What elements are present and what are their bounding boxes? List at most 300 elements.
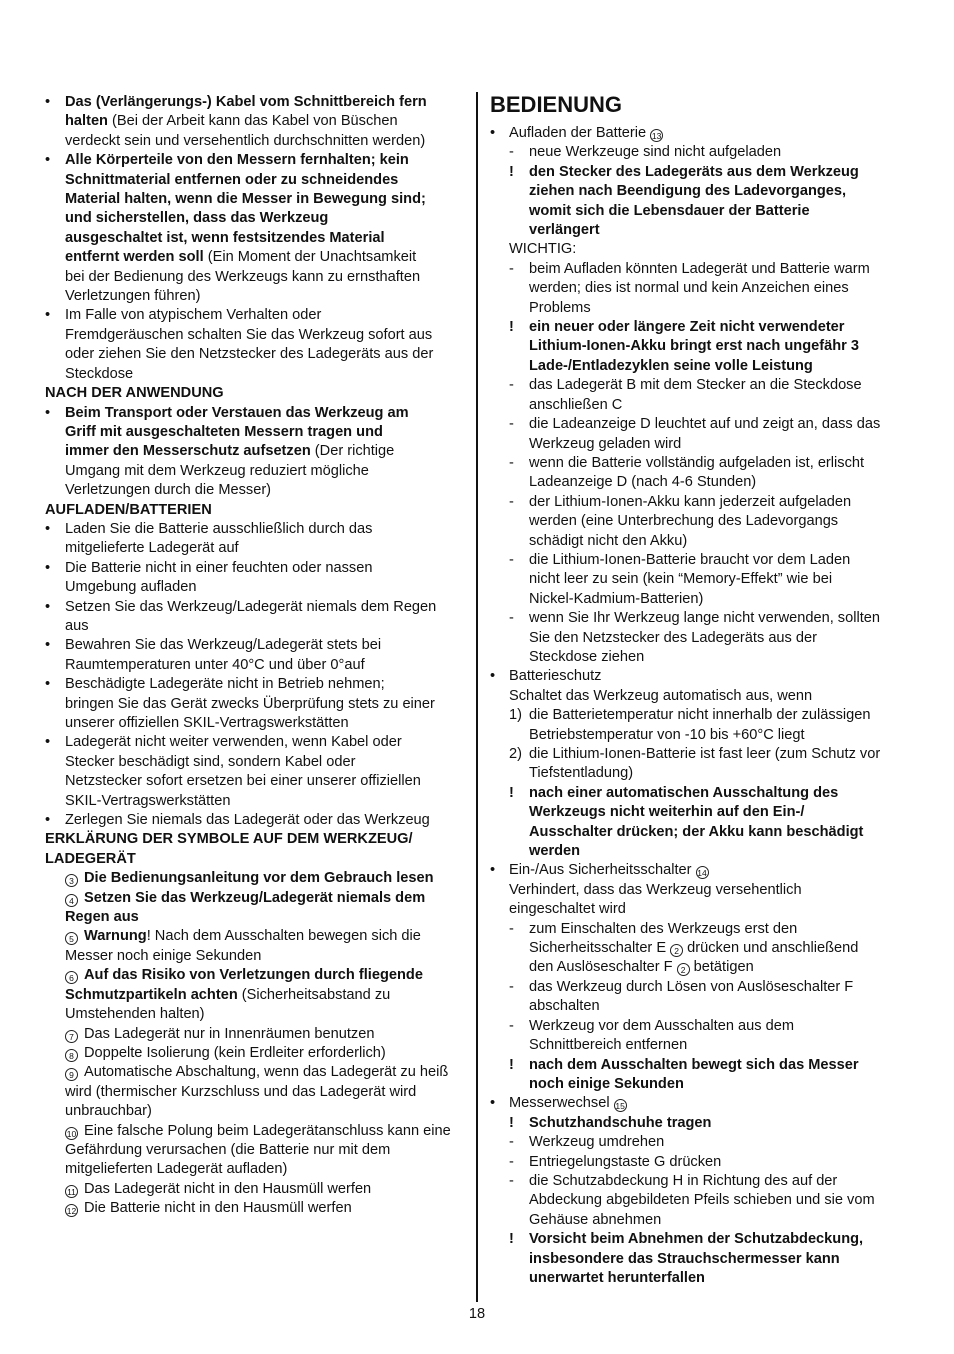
text-run: Die Batterie nicht in einer feuchten oder nassen xyxy=(65,559,373,576)
list-marker: - xyxy=(509,1153,514,1170)
text-line xyxy=(45,733,467,752)
text-run: Messer noch einige Sekunden xyxy=(65,947,262,964)
section-heading xyxy=(45,850,467,869)
text-line xyxy=(45,753,467,772)
text-line xyxy=(45,365,467,384)
text-line xyxy=(45,248,467,267)
bullet-marker: • xyxy=(45,520,51,537)
bullet-marker: • xyxy=(45,94,51,110)
text-line xyxy=(490,221,912,240)
text-line xyxy=(490,1036,912,1055)
text-run: Ausschalter drücken; der Akku kann beschädigt xyxy=(529,823,864,840)
bullet-marker: • xyxy=(45,559,51,576)
text-run: Fremdgeräuschen schalten Sie das Werkzeug sofort aus xyxy=(65,326,433,343)
text-run: unerwartet herunterfallen xyxy=(529,1269,705,1286)
bullet-marker: • xyxy=(45,598,51,615)
text-run: nach dem Ausschalten bewegt sich das Messer xyxy=(529,1056,859,1073)
text-run: Griff mit ausgeschalteten Messern tragen und xyxy=(65,423,383,440)
text-line xyxy=(490,667,912,686)
text-line xyxy=(45,345,467,364)
bullet-marker: • xyxy=(45,734,51,751)
text-line xyxy=(490,1269,912,1288)
text-line xyxy=(45,636,467,655)
text-line xyxy=(490,532,912,551)
text-line xyxy=(490,764,912,783)
text-run: Tiefstentladung) xyxy=(529,765,634,782)
text-line xyxy=(490,1230,912,1249)
circled-number-icon: 10 xyxy=(66,1128,77,1139)
section-heading xyxy=(45,830,467,849)
text-line xyxy=(45,93,467,112)
text-run: Beschädigte Ladegeräte nicht in Betrieb nehmen; xyxy=(65,676,385,693)
left-column xyxy=(45,93,467,1219)
text-run: Bewahren Sie das Werkzeug/Ladegerät stets bei xyxy=(65,637,382,654)
text-line xyxy=(45,792,467,811)
text-run: Batterieschutz xyxy=(509,668,602,685)
text-run: bringen Sie das Gerät zwecks Überprüfung stets zu einer xyxy=(65,695,435,712)
list-marker: - xyxy=(509,920,514,937)
text-run: Das (Verlängerungs-) Kabel vom Schnittbereich fern xyxy=(65,94,427,110)
text-run: Setzen Sie das Werkzeug/Ladegerät niemals dem Regen xyxy=(65,598,437,615)
text-line xyxy=(490,1017,912,1036)
text-run: halten xyxy=(65,113,108,130)
text-line xyxy=(490,648,912,667)
list-marker: - xyxy=(509,551,514,568)
text-line xyxy=(45,656,467,675)
text-run: werden; dies ist normal und kein Anzeichen eines xyxy=(529,280,849,297)
text-line xyxy=(490,1094,912,1113)
text-run: eingeschaltet wird xyxy=(509,901,626,918)
bullet-marker: • xyxy=(45,637,51,654)
text-run: Problems xyxy=(529,299,591,316)
text-line xyxy=(45,1083,467,1102)
circled-number-icon: 3 xyxy=(65,874,78,887)
warning-marker: ! xyxy=(509,319,514,336)
text-run: Schaltet das Werkzeug automatisch aus, wenn xyxy=(509,687,813,704)
text-run: womit sich die Lebensdauer der Batterie xyxy=(529,202,810,219)
text-run: LADEGERÄT xyxy=(45,850,136,867)
text-run: Ladegerät nicht weiter verwenden, wenn Kabel oder xyxy=(65,734,402,751)
text-run: unbrauchbar) xyxy=(65,1103,152,1120)
list-marker: - xyxy=(509,144,514,161)
circled-number-icon: 11 xyxy=(65,1185,78,1198)
text-run: Verletzungen durch die Messer) xyxy=(65,482,272,499)
bullet-marker: • xyxy=(490,125,496,141)
text-line xyxy=(490,143,912,162)
text-run: Sie den Netzstecker des Ladegeräts aus der xyxy=(529,629,817,646)
text-line xyxy=(45,268,467,287)
column-divider xyxy=(476,92,478,1302)
text-line xyxy=(490,609,912,628)
text-run: ausgeschaltet ist, wenn festsitzendes Material xyxy=(65,229,385,246)
list-marker: 2) xyxy=(509,746,522,762)
text-run: Raumtemperaturen unter 40°C und über 0°auf xyxy=(65,656,365,673)
list-marker: - xyxy=(509,416,514,433)
text-run: wird (thermischer Kurzschluss und das Ladegerät wird xyxy=(65,1083,417,1100)
list-marker: 1) xyxy=(509,707,522,724)
text-line xyxy=(490,454,912,473)
circled-number-icon: 2 xyxy=(670,944,683,957)
text-run: Material halten, wenn die Messer in Bewegung sind; xyxy=(65,191,426,208)
bullet-marker: • xyxy=(45,307,51,324)
text-line xyxy=(45,986,467,1005)
text-run: Gehäuse abnehmen xyxy=(529,1211,662,1228)
text-run: Gefährdung verursachen (die Batterie nur mit dem xyxy=(65,1141,391,1158)
text-line xyxy=(45,695,467,714)
text-run: Steckdose xyxy=(65,365,134,382)
text-line xyxy=(490,260,912,279)
text-line xyxy=(490,920,912,939)
text-line xyxy=(490,726,912,745)
text-run: Werkzeug geladen wird xyxy=(529,435,682,452)
text-run: Vorsicht beim Abnehmen der Schutzabdeckung, xyxy=(529,1231,864,1248)
text-line xyxy=(490,1211,912,1230)
text-line xyxy=(45,1044,467,1063)
text-run: ein neuer oder längere Zeit nicht verwendeter xyxy=(529,319,845,336)
text-run: SKIL-Vertragswerkstätten xyxy=(65,792,231,809)
text-line xyxy=(45,132,467,151)
text-line xyxy=(45,209,467,228)
right-column-body xyxy=(490,124,912,1288)
text-run: nach einer automatischen Ausschaltung des xyxy=(529,784,839,801)
text-run: (Der richtige xyxy=(310,443,395,460)
warning-marker: ! xyxy=(509,1114,514,1131)
text-line xyxy=(45,889,467,908)
text-run: betätigen xyxy=(689,959,754,976)
text-run: Steckdose ziehen xyxy=(529,648,645,665)
text-line xyxy=(45,462,467,481)
bullet-marker: • xyxy=(490,862,496,879)
text-line xyxy=(490,396,912,415)
text-run: den Stecker des Ladegeräts aus dem Werkzeug xyxy=(529,163,859,180)
text-run: Zerlegen Sie niemals das Ladegerät oder das Werkzeug xyxy=(65,812,430,829)
circled-number-icon: 13 xyxy=(651,131,662,141)
list-marker: - xyxy=(509,978,514,995)
text-run: Verletzungen führen) xyxy=(65,288,201,305)
text-run: beim Aufladen könnten Ladegerät und Batterie warm xyxy=(529,260,870,277)
text-line xyxy=(45,539,467,558)
circled-number-icon: 9 xyxy=(65,1068,78,1081)
text-line xyxy=(490,803,912,822)
text-run: Ein-/Aus Sicherheitsschalter xyxy=(509,862,692,879)
text-run: unserer offiziellen SKIL-Vertragswerkstätten xyxy=(65,715,349,731)
circled-number-icon: 7 xyxy=(65,1030,78,1043)
text-run: entfernt werden soll xyxy=(65,249,204,266)
warning-marker: ! xyxy=(509,1231,514,1248)
text-line xyxy=(490,823,912,842)
text-line xyxy=(45,287,467,306)
text-line xyxy=(490,590,912,609)
text-run: den Auslöseschalter F xyxy=(529,959,673,976)
bullet-marker: • xyxy=(490,1095,496,1112)
circled-number-icon: 5 xyxy=(65,932,78,945)
text-line xyxy=(45,1122,467,1141)
text-run: Lithium-Ionen-Akku bringt erst nach ungefähr 3 xyxy=(529,338,859,355)
text-line xyxy=(490,240,912,259)
text-run: (Bei der Arbeit kann das Kabel von Büschen xyxy=(107,113,398,130)
text-line xyxy=(490,318,912,337)
circled-number-icon: 14 xyxy=(697,868,707,879)
text-run: und sicherstellen, dass das Werkzeug xyxy=(65,210,329,227)
text-line xyxy=(45,229,467,248)
text-run: Alle Körperteile von den Messern fernhalten; kein xyxy=(65,152,409,169)
section-heading xyxy=(45,384,467,403)
text-run: Nickel-Kadmium-Batterien) xyxy=(529,590,704,607)
text-run: Schmutzpartikeln achten xyxy=(65,986,238,1003)
text-line xyxy=(45,326,467,345)
text-run: drücken und anschließend xyxy=(683,940,859,957)
text-run: immer den Messerschutz aufsetzen xyxy=(65,443,311,460)
text-run: Werkzeug umdrehen xyxy=(529,1134,665,1151)
text-run: Messerwechsel xyxy=(509,1095,610,1112)
text-run: mitgelieferte Ladegerät auf xyxy=(65,540,239,557)
text-line xyxy=(45,869,467,888)
text-line xyxy=(45,908,467,927)
text-line xyxy=(490,939,912,958)
text-line xyxy=(45,190,467,209)
text-run: Laden Sie die Batterie ausschließlich durch das xyxy=(65,520,373,537)
text-run: NACH DER ANWENDUNG xyxy=(45,385,224,402)
text-line xyxy=(490,1191,912,1210)
text-run: die Ladeanzeige D leuchtet auf und zeigt an, dass das xyxy=(529,416,881,433)
text-run: die Batterietemperatur nicht innerhalb der zulässigen xyxy=(529,707,871,724)
text-line xyxy=(490,279,912,298)
bullet-marker: • xyxy=(45,812,51,829)
list-marker: - xyxy=(509,377,514,394)
text-run: ! Nach dem Ausschalten bewegen sich die xyxy=(146,928,421,945)
text-run: insbesondere das Strauchschermesser kann xyxy=(529,1250,840,1267)
circled-number-icon: 12 xyxy=(66,1206,77,1217)
text-line xyxy=(490,415,912,434)
text-line xyxy=(490,842,912,861)
text-line xyxy=(45,598,467,617)
right-column xyxy=(490,93,912,1288)
text-run: wenn Sie Ihr Werkzeug lange nicht verwenden, sollten xyxy=(529,610,880,627)
page-number: 18 xyxy=(468,1306,486,1322)
warning-marker: ! xyxy=(509,163,514,180)
text-line xyxy=(490,182,912,201)
text-line xyxy=(45,1160,467,1179)
text-run: (Ein Moment der Unachtsamkeit xyxy=(203,249,417,266)
text-line xyxy=(490,299,912,318)
text-run: die Lithium-Ionen-Batterie braucht vor dem Laden xyxy=(529,551,851,568)
text-line xyxy=(45,404,467,423)
text-line xyxy=(490,570,912,589)
text-line xyxy=(490,687,912,706)
text-line xyxy=(45,811,467,830)
text-run: der Lithium-Ionen-Akku kann jederzeit aufgeladen xyxy=(529,493,852,510)
text-run: bei der Bedienung des Werkzeugs kann zu ernsthaften xyxy=(65,268,421,285)
list-marker: - xyxy=(509,260,514,277)
text-line xyxy=(45,1102,467,1121)
text-line xyxy=(45,1199,467,1218)
text-run: Auf das Risiko von Verletzungen durch fliegende xyxy=(84,967,423,984)
text-line xyxy=(490,1153,912,1172)
bullet-marker: • xyxy=(45,404,51,421)
text-run: anschließen C xyxy=(529,396,623,413)
text-line xyxy=(490,629,912,648)
text-run: Warnung xyxy=(84,928,147,945)
text-run: Setzen Sie das Werkzeug/Ladegerät niemals dem xyxy=(84,889,426,906)
text-run: Abdeckung abgebildeten Pfeils schieben und sie vom xyxy=(529,1192,875,1209)
text-line xyxy=(45,675,467,694)
text-line xyxy=(45,617,467,636)
section-heading xyxy=(45,501,467,520)
text-line xyxy=(490,1075,912,1094)
text-line xyxy=(490,376,912,395)
list-marker: - xyxy=(509,610,514,627)
text-line xyxy=(490,978,912,997)
text-run: Im Falle von atypischem Verhalten oder xyxy=(65,307,322,324)
text-line xyxy=(45,714,467,733)
text-line xyxy=(45,171,467,190)
text-line xyxy=(490,551,912,570)
text-run: Sicherheitsschalter E xyxy=(529,940,667,957)
text-run: ERKLÄRUNG DER SYMBOLE AUF DEM WERKZEUG/ xyxy=(45,831,413,848)
text-line xyxy=(490,337,912,356)
text-run: schädigt nicht den Akku) xyxy=(529,532,688,549)
text-line xyxy=(490,493,912,512)
text-line xyxy=(45,1063,467,1082)
text-run: abschalten xyxy=(529,998,600,1015)
text-run: Werkzeug vor dem Ausschalten aus dem xyxy=(529,1017,794,1034)
text-run: Betriebstemperatur von -10 bis +60°C liegt xyxy=(529,726,805,743)
text-line xyxy=(45,927,467,946)
list-marker: - xyxy=(509,493,514,510)
circled-number-icon: 2 xyxy=(677,963,690,976)
text-run: Schnittmaterial entfernen oder zu schneidendes xyxy=(65,171,399,188)
list-marker: - xyxy=(509,1134,514,1151)
section-title: BEDIENUNG xyxy=(490,92,623,117)
text-line xyxy=(490,473,912,492)
text-line xyxy=(45,112,467,131)
text-run: Stecker beschädigt sind, sondern Kabel oder xyxy=(65,753,356,770)
text-run: Die Bedienungsanleitung vor dem Gebrauch lesen xyxy=(84,870,434,887)
text-line xyxy=(490,1250,912,1269)
circled-number-icon: 8 xyxy=(65,1049,78,1062)
text-run: wenn die Batterie vollständig aufgeladen ist, erlischt xyxy=(529,454,865,471)
text-line xyxy=(490,202,912,221)
text-run: Automatische Abschaltung, wenn das Ladegerät zu heiß xyxy=(84,1064,449,1081)
text-run: Ladeanzeige D (nach 4-6 Stunden) xyxy=(529,474,757,491)
text-line xyxy=(45,578,467,597)
text-line xyxy=(490,745,912,764)
text-run: das Ladegerät B mit dem Stecker an die Steckdose xyxy=(529,377,862,394)
text-run: zum Einschalten des Werkzeugs erst den xyxy=(529,920,798,937)
text-line xyxy=(490,1056,912,1075)
circled-number-icon: 4 xyxy=(65,894,78,907)
text-run: verlängert xyxy=(529,222,600,239)
text-line xyxy=(490,997,912,1016)
text-run: Lade-/Entladezyklen seine volle Leistung xyxy=(529,357,813,374)
text-run: Regen aus xyxy=(65,909,139,926)
text-run: (Sicherheitsabstand zu xyxy=(237,986,391,1003)
text-line xyxy=(490,784,912,803)
text-line xyxy=(490,163,912,182)
text-line xyxy=(490,900,912,919)
text-run: Verhindert, dass das Werkzeug versehentlich xyxy=(509,881,802,898)
text-line xyxy=(45,1005,467,1024)
text-run: Doppelte Isolierung (kein Erdleiter erforderlich) xyxy=(84,1044,386,1061)
text-run: werden (eine Unterbrechung des Ladevorgangs xyxy=(529,513,839,530)
text-line xyxy=(490,881,912,900)
text-line xyxy=(45,151,467,170)
text-run: ziehen nach Beendigung des Ladevorganges, xyxy=(529,183,847,200)
warning-marker: ! xyxy=(509,784,514,801)
text-line xyxy=(45,306,467,325)
text-line xyxy=(45,966,467,985)
text-line xyxy=(490,861,912,880)
text-line xyxy=(45,423,467,442)
text-run: oder ziehen Sie den Netzstecker des Ladegeräts aus der xyxy=(65,346,434,363)
text-run: Das Ladegerät nicht in den Hausmüll werfen xyxy=(84,1180,372,1197)
text-run: Schutzhandschuhe tragen xyxy=(529,1114,712,1131)
text-line xyxy=(490,435,912,454)
text-run: das Werkzeug durch Lösen von Auslöseschalter F xyxy=(529,978,854,995)
text-line xyxy=(45,520,467,539)
text-run: Entriegelungstaste G drücken xyxy=(529,1153,722,1170)
text-run: mitgelieferten Ladegerät aufladen) xyxy=(65,1161,288,1178)
list-marker: - xyxy=(509,454,514,471)
text-run: Schnittbereich entfernen xyxy=(529,1037,688,1054)
text-line xyxy=(490,1114,912,1133)
circled-number-icon: 15 xyxy=(615,1101,625,1112)
text-run: Aufladen der Batterie xyxy=(509,125,647,141)
text-line xyxy=(45,559,467,578)
warning-marker: ! xyxy=(509,1056,514,1073)
text-run: Eine falsche Polung beim Ladegerätanschluss kann eine xyxy=(84,1122,451,1139)
text-run: WICHTIG: xyxy=(509,241,577,258)
text-run: Umgang mit dem Werkzeug reduziert mögliche xyxy=(65,462,369,479)
text-line xyxy=(490,512,912,531)
text-line xyxy=(45,772,467,791)
text-run: werden xyxy=(529,843,581,860)
list-marker: - xyxy=(509,1172,514,1189)
text-run: neue Werkzeuge sind nicht aufgeladen xyxy=(529,144,782,161)
text-run: die Lithium-Ionen-Batterie ist fast leer (zum Schutz vor xyxy=(529,746,881,762)
text-line xyxy=(490,706,912,725)
bullet-marker: • xyxy=(45,152,51,169)
text-run: Beim Transport oder Verstauen das Werkzeug am xyxy=(65,404,409,421)
circled-number-icon: 6 xyxy=(65,971,78,984)
text-run: Umgebung aufladen xyxy=(65,579,197,596)
text-run: Umstehenden halten) xyxy=(65,1006,205,1023)
text-line xyxy=(45,1025,467,1044)
text-run: noch einige Sekunden xyxy=(529,1075,684,1092)
bullet-marker: • xyxy=(45,676,51,693)
text-run: Netzstecker sofort ersetzen bei einer unserer offiziellen xyxy=(65,773,421,790)
text-run: Das Ladegerät nur in Innenräumen benutzen xyxy=(84,1025,375,1042)
bullet-marker: • xyxy=(490,668,496,685)
text-run: nicht leer zu sein (kein “Memory-Effekt” wie bei xyxy=(529,571,833,588)
text-run: Die Batterie nicht in den Hausmüll werfen xyxy=(84,1200,352,1217)
text-line xyxy=(45,947,467,966)
text-line xyxy=(45,481,467,500)
text-line xyxy=(45,1180,467,1199)
text-line xyxy=(490,124,912,143)
text-run: die Schutzabdeckung H in Richtung des auf der xyxy=(529,1172,838,1189)
text-run: Werkzeugs nicht weiterhin auf den Ein-/ xyxy=(529,804,805,821)
text-line xyxy=(45,442,467,461)
text-line xyxy=(45,1141,467,1160)
text-run: AUFLADEN/BATTERIEN xyxy=(45,501,212,518)
text-line xyxy=(490,958,912,977)
text-run: verdeckt sein und versehentlich durchschnitten werden) xyxy=(65,132,426,149)
text-run: aus xyxy=(65,617,89,634)
text-line xyxy=(490,357,912,376)
text-line xyxy=(490,1172,912,1191)
text-line xyxy=(490,1133,912,1152)
